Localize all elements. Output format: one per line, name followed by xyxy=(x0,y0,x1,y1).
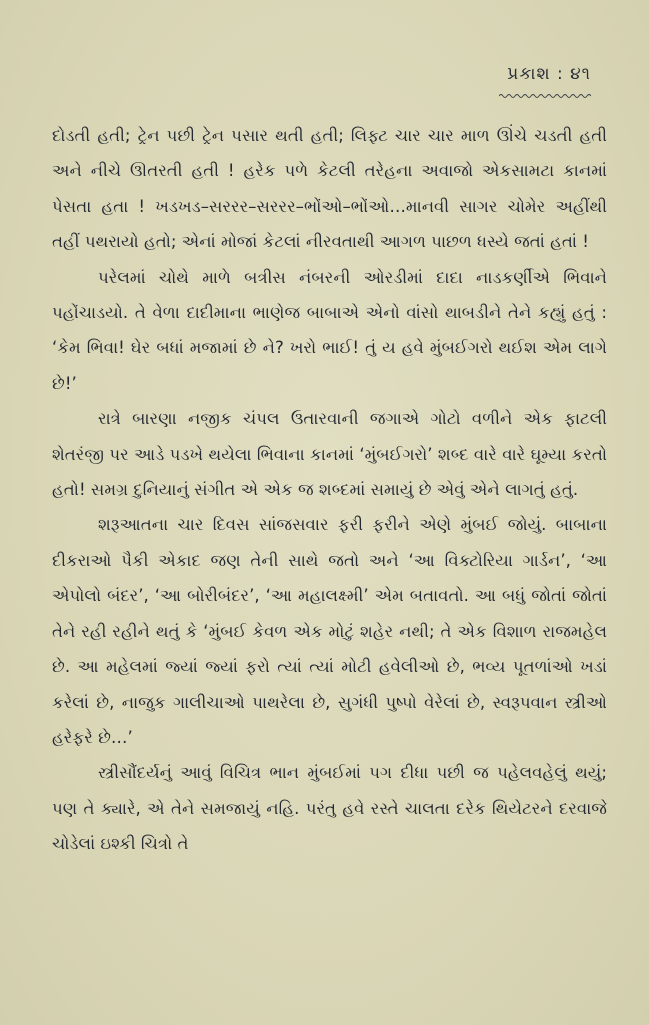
paragraph-continuation: દોડતી હતી; ટ્રેન પછી ટ્રેન પસાર થતી હતી; લિફ્ટ ચાર ચાર માળ ઊંચે ચડતી હતી અને નીચે ઊતરતી હતી ! હરેક પળે કેટલી તરેહના અવાજો એકસામટા કાનમાં પેસતા હતા ! ખડખડ–સરરર–સરરર–ભોંઓ–ભોંઓ…માનવી સાગર ચોમેર અહીંથી તહીં પથરાયો હતો; એનાં મોજાં કેટલાં નીરવતાથી આગળ પાછળ ધસ્યે જતાં હતાં ! xyxy=(52,126,607,252)
paragraph: શરૂઆતના ચાર દિવસ સાંજસવાર ફરી ફરીને એણે મુંબઈ જોયું. બાબાના દીકરાઓ પૈકી એકાદ જણ તેની સાથે જતો અને ‘આ વિક્ટોરિયા ગાર્ડન’, ‘આ એપોલો બંદર’, ‘આ બોરીબંદર’, ‘આ મહાલક્ષ્મી’ એમ બતાવતો. આ બધું જોતાં જોતાં તેને રહી રહીને થતું કે ‘મુંબઈ કેવળ એક મોટું શહેર નથી; તે એક વિશાળ રાજમહેલ છે. આ મહેલમાં જ્યાં જ્યાં ફરો ત્યાં ત્યાં મોટી હવેલીઓ છે, ભવ્ય પૂતળાંઓ ખડાં કરેલાં છે, નાજુક ગાલીચાઓ પાથરેલા છે, સુગંધી પુષ્પો વેરેલાં છે, સ્વરૂપવાન સ્ત્રીઓ હરેફરે છે…’ xyxy=(52,515,607,747)
paragraph: સ્ત્રીસૌંદર્યનું આવું વિચિત્ર ભાન મુંબઈમાં પગ દીધા પછી જ પહેલવહેલું થયું; પણ તે ક્યારે, એ તેને સમજાયું નહિ. પરંતુ હવે રસ્તે ચાલતા દરેક થિયેટરને દરવાજે ચોડેલાં ઇશ્કી ચિત્રો તે xyxy=(52,763,607,854)
decorative-wavy-rule xyxy=(499,93,591,99)
running-header xyxy=(499,64,591,103)
paragraph: પરેલમાં ચોથે માળે બત્રીસ નંબરની ઓરડીમાં દાદા નાડકર્ણીએ ભિવાને પહોંચાડયો. તે વેળા દાદીમાના ભાણેજ બાબાએ એનો વાંસો થાબડીને તેને કહ્યું હતું : ‘કેમ ભિવા! ઘેર બધાં મજામાં છે ને? ખરો ભાઈ! તું ય હવે મુંબઈગરો થઈશ એમ લાગે છે!’ xyxy=(52,267,607,393)
body-text xyxy=(52,118,607,862)
running-title: પ્રકાશ : ૪૧ xyxy=(507,64,591,84)
paragraph: રાત્રે બારણા નજીક ચંપલ ઉતારવાની જગાએ ગોટો વળીને એક ફાટલી શેતરંજી પર આડે પડખે થયેલા ભિવાના કાનમાં ‘મુંબઈગરો’ શબ્દ વારે વારે ઘૂમ્યા કરતો હતો! સમગ્ર દુનિયાનું સંગીત એ એક જ શબ્દમાં સમાયું છે એવું એને લાગતું હતું. xyxy=(52,409,607,500)
